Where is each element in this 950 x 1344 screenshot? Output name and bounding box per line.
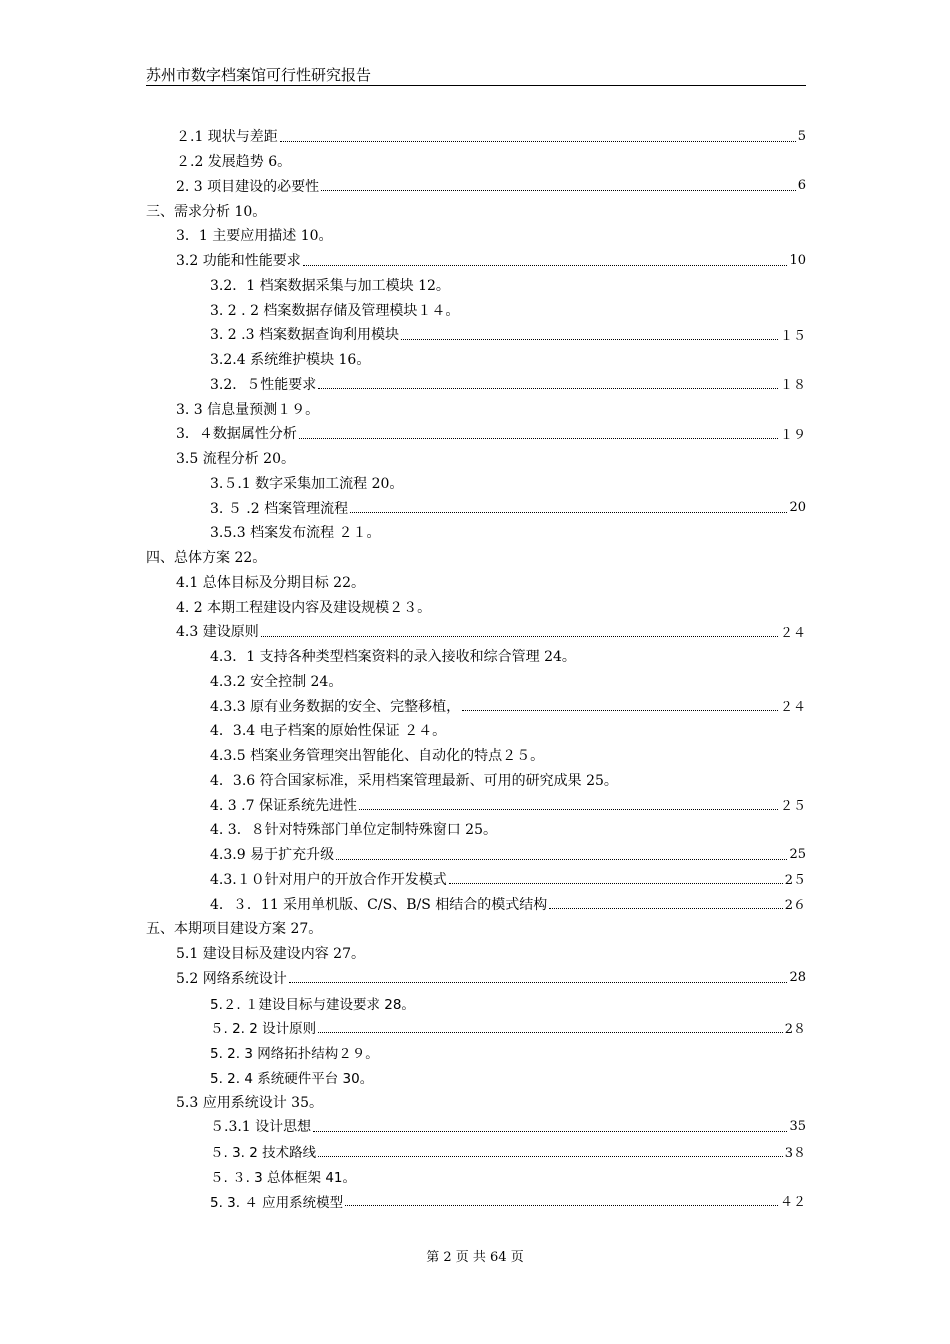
toc-entry[interactable] bbox=[146, 1015, 806, 1040]
toc-entry[interactable] bbox=[146, 520, 806, 545]
toc-entry-title: 3.５.1 数字采集加工流程 20。 bbox=[210, 475, 404, 492]
toc-leader-dots bbox=[318, 1156, 783, 1157]
toc-leader-dots bbox=[462, 710, 778, 711]
toc-entry-page: 10 bbox=[789, 252, 806, 268]
toc-leader-dots bbox=[303, 265, 788, 266]
toc-entry[interactable] bbox=[146, 792, 806, 817]
toc-entry[interactable] bbox=[146, 718, 806, 743]
toc-entry-page: ２５ bbox=[779, 799, 806, 815]
toc-leader-dots bbox=[449, 883, 783, 884]
toc-entry-page: ２４ bbox=[779, 625, 806, 641]
toc-entry-title: ５. ３. 3 总体框架 41。 bbox=[210, 1169, 357, 1186]
toc-leader-dots bbox=[549, 908, 782, 909]
toc-entry[interactable] bbox=[146, 891, 806, 916]
toc-entry-title: 3.5 流程分析 20。 bbox=[176, 451, 295, 468]
toc-entry[interactable] bbox=[146, 669, 806, 694]
toc-entry[interactable] bbox=[146, 322, 806, 347]
toc-entry-title: 4.3.3 原有业务数据的安全、完整移植， bbox=[210, 698, 461, 715]
toc-entry-title: 3.2.4 系统维护模块 16。 bbox=[210, 352, 371, 369]
toc-entry-title: 4.3.5 档案业务管理突出智能化、自动化的特点２５。 bbox=[210, 748, 545, 765]
toc-entry-title: ５. 3. 2 技术路线 bbox=[210, 1145, 317, 1162]
toc-leader-dots bbox=[313, 1131, 787, 1132]
toc-entry-title: ５. 2. 2 设计原则 bbox=[210, 1021, 317, 1038]
toc-leader-dots bbox=[318, 1032, 783, 1033]
toc-entry[interactable] bbox=[146, 495, 806, 520]
toc-entry-page: 2８ bbox=[784, 1021, 806, 1037]
toc-entry[interactable] bbox=[146, 1089, 806, 1114]
toc-entry-title: 4．3.4 电子档案的原始性保证 ２４。 bbox=[210, 723, 447, 740]
toc-entry[interactable] bbox=[146, 471, 806, 496]
toc-entry[interactable] bbox=[146, 817, 806, 842]
toc-entry-page: 2６ bbox=[784, 898, 806, 914]
toc-entry-page: 2５ bbox=[784, 873, 806, 889]
toc-entry[interactable] bbox=[146, 149, 806, 174]
toc-leader-dots bbox=[401, 339, 778, 340]
toc-entry[interactable] bbox=[146, 1164, 806, 1189]
toc-entry-title: 3. 2 .3 档案数据查询利用模块 bbox=[210, 327, 399, 344]
toc-entry-title: 三、需求分析 10。 bbox=[146, 203, 267, 220]
toc-entry-title: 3.2．1 档案数据采集与加工模块 12。 bbox=[210, 277, 450, 294]
toc-entry[interactable] bbox=[146, 1139, 806, 1164]
toc-leader-dots bbox=[318, 388, 778, 389]
toc-entry-title: 4.3.１０针对用户的开放合作开发模式 bbox=[210, 871, 447, 888]
toc-entry[interactable] bbox=[146, 421, 806, 446]
toc-entry-title: ２.1 现状与差距 bbox=[176, 129, 278, 146]
toc-leader-dots bbox=[289, 982, 788, 983]
toc-entry-title: 4．３．11 采用单机版、C/S、B/S 相结合的模式结构 bbox=[210, 896, 548, 913]
toc-entry[interactable] bbox=[146, 198, 806, 223]
toc-entry[interactable] bbox=[146, 867, 806, 892]
toc-entry-title: 3. ５ .2 档案管理流程 bbox=[210, 500, 349, 517]
toc-entry[interactable] bbox=[146, 594, 806, 619]
toc-entry-title: ５.3.1 设计思想 bbox=[210, 1119, 312, 1136]
toc-entry[interactable] bbox=[146, 1114, 806, 1139]
toc-entry-title: 5.1 建设目标及建设内容 27。 bbox=[176, 946, 365, 963]
toc-entry-page: １５ bbox=[779, 328, 806, 344]
toc-entry[interactable] bbox=[146, 347, 806, 372]
toc-entry-page: 3８ bbox=[784, 1145, 806, 1161]
toc-entry[interactable] bbox=[146, 619, 806, 644]
toc-entry-title: 3．1 主要应用描述 10。 bbox=[176, 228, 333, 245]
toc-entry-title: 4.1 总体目标及分期目标 22。 bbox=[176, 574, 365, 591]
toc-leader-dots bbox=[261, 636, 778, 637]
toc-entry[interactable] bbox=[146, 743, 806, 768]
toc-entry-title: 五、本期项目建设方案 27。 bbox=[146, 921, 323, 938]
toc-entry-title: 4. 3．８针对特殊部门单位定制特殊窗口 25。 bbox=[210, 822, 497, 839]
toc-entry[interactable] bbox=[146, 966, 806, 991]
toc-entry-title: 5. 2. 3 网络拓扑结构２９。 bbox=[210, 1046, 379, 1063]
toc-entry-title: 3.2 功能和性能要求 bbox=[176, 253, 301, 270]
toc-entry-title: 5.3 应用系统设计 35。 bbox=[176, 1094, 323, 1111]
toc-entry[interactable] bbox=[146, 1188, 806, 1213]
toc-entry[interactable] bbox=[146, 223, 806, 248]
toc-leader-dots bbox=[280, 141, 796, 142]
toc-entry-title: 四、总体方案 22。 bbox=[146, 550, 267, 567]
table-of-contents bbox=[146, 124, 806, 1213]
toc-entry-title: 4.3.9 易于扩充升级 bbox=[210, 847, 335, 864]
toc-leader-dots bbox=[336, 859, 787, 860]
toc-entry[interactable] bbox=[146, 174, 806, 199]
toc-entry-title: 5.2 网络系统设计 bbox=[176, 970, 287, 987]
toc-entry[interactable] bbox=[146, 693, 806, 718]
toc-entry-title: 2. 3 项目建设的必要性 bbox=[176, 178, 320, 195]
toc-entry-title: 4.3 建设原则 bbox=[176, 624, 259, 641]
toc-entry[interactable] bbox=[146, 273, 806, 298]
toc-entry-title: 4.3.2 安全控制 24。 bbox=[210, 673, 343, 690]
toc-entry[interactable] bbox=[146, 248, 806, 273]
page-footer: 第 2 页 共 64 页 bbox=[426, 1250, 524, 1265]
toc-entry[interactable] bbox=[146, 842, 806, 867]
toc-entry-title: 4.3．1 支持各种类型档案资料的录入接收和综合管理 24。 bbox=[210, 649, 576, 666]
document-header-title: 苏州市数字档案馆可行性研究报告 bbox=[146, 66, 372, 84]
toc-entry[interactable] bbox=[146, 1040, 806, 1065]
toc-entry[interactable] bbox=[146, 372, 806, 397]
toc-entry[interactable] bbox=[146, 570, 806, 595]
toc-entry-page: 20 bbox=[789, 500, 806, 516]
toc-entry-page: １９ bbox=[779, 427, 806, 443]
toc-entry[interactable] bbox=[146, 768, 806, 793]
toc-entry-title: 5. 3. ４ 应用系统模型 bbox=[210, 1194, 344, 1211]
toc-leader-dots bbox=[345, 1205, 778, 1206]
toc-entry-page: 6 bbox=[797, 178, 806, 194]
toc-entry-page: 28 bbox=[789, 970, 806, 986]
toc-entry[interactable] bbox=[146, 297, 806, 322]
toc-entry-page: １８ bbox=[779, 378, 806, 394]
toc-entry-title: ２.2 发展趋势 6。 bbox=[176, 154, 292, 171]
toc-entry[interactable] bbox=[146, 124, 806, 149]
toc-entry-title: 3.5.3 档案发布流程 ２１。 bbox=[210, 525, 381, 542]
toc-entry-page: ４２ bbox=[779, 1195, 806, 1211]
header-rule bbox=[146, 85, 806, 86]
toc-entry[interactable] bbox=[146, 941, 806, 966]
toc-leader-dots bbox=[299, 438, 778, 439]
toc-entry-title: 3. 3 信息量预测１９。 bbox=[176, 401, 320, 418]
toc-entry[interactable] bbox=[146, 644, 806, 669]
toc-entry-title: 5. 2. 4 系统硬件平台 30。 bbox=[210, 1070, 374, 1087]
toc-entry[interactable] bbox=[146, 545, 806, 570]
toc-entry-title: 3. 2 . 2 档案数据存储及管理模块１４。 bbox=[210, 302, 460, 319]
toc-entry[interactable] bbox=[146, 1065, 806, 1090]
toc-entry-page: 5 bbox=[797, 128, 806, 144]
toc-entry-title: 3.2．５性能要求 bbox=[210, 376, 317, 393]
toc-entry-title: 4．3.6 符合国家标准，采用档案管理最新、可用的研究成果 25。 bbox=[210, 772, 618, 789]
toc-entry-title: 4. 3 .7 保证系统先进性 bbox=[210, 797, 357, 814]
toc-entry[interactable] bbox=[146, 396, 806, 421]
toc-entry-page: ２４ bbox=[779, 700, 806, 716]
toc-entry[interactable] bbox=[146, 446, 806, 471]
toc-entry[interactable] bbox=[146, 990, 806, 1015]
toc-entry-title: 5.２. １建设目标与建设要求 28。 bbox=[210, 996, 415, 1013]
toc-entry[interactable] bbox=[146, 916, 806, 941]
toc-entry-page: 25 bbox=[789, 846, 806, 862]
toc-leader-dots bbox=[350, 512, 787, 513]
toc-leader-dots bbox=[321, 190, 796, 191]
toc-leader-dots bbox=[359, 809, 778, 810]
toc-entry-title: 4. 2 本期工程建设内容及建设规模２３。 bbox=[176, 599, 432, 616]
toc-entry-page: 35 bbox=[789, 1118, 806, 1134]
toc-entry-title: 3．４数据属性分析 bbox=[176, 426, 297, 443]
